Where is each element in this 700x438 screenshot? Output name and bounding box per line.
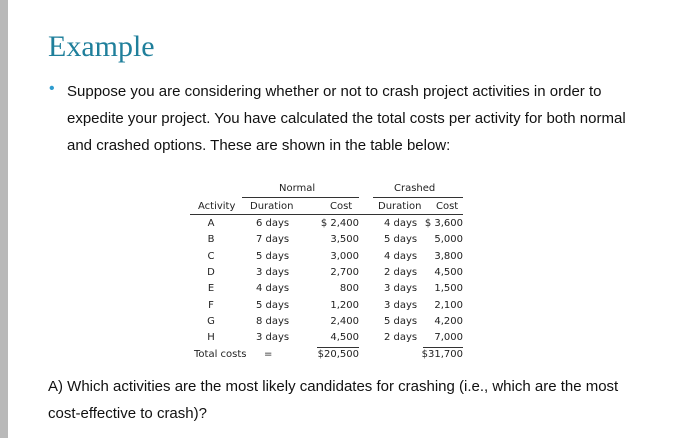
normal-underline bbox=[242, 197, 359, 198]
intro-paragraph bbox=[67, 78, 667, 159]
cell-crashed-duration: 3 days bbox=[384, 299, 418, 311]
cell-normal-duration: 5 days bbox=[256, 250, 290, 262]
group-header-crashed: Crashed bbox=[394, 183, 436, 194]
cell-crashed-duration: 4 days bbox=[384, 250, 418, 262]
cell-activity: E bbox=[207, 283, 215, 295]
cell-crashed-cost: $ 3,600 bbox=[424, 218, 463, 229]
normal-total-rule bbox=[317, 347, 359, 348]
cell-activity: B bbox=[207, 234, 215, 246]
cell-normal-cost: 3,000 bbox=[330, 250, 359, 262]
cell-crashed-duration: 2 days bbox=[384, 266, 418, 278]
cell-normal-duration: 3 days bbox=[256, 266, 290, 278]
bullet-icon: • bbox=[49, 80, 55, 97]
crashed-total-rule bbox=[423, 347, 463, 348]
cell-crashed-duration: 3 days bbox=[384, 283, 418, 295]
cell-crashed-cost: 2,100 bbox=[434, 299, 463, 311]
cell-normal-duration: 7 days bbox=[256, 234, 290, 246]
total-normal-cost: $20,500 bbox=[317, 349, 359, 360]
total-equals: = bbox=[264, 349, 273, 360]
cell-crashed-cost: 4,500 bbox=[434, 266, 463, 278]
cell-crashed-duration: 2 days bbox=[384, 332, 418, 344]
cell-normal-cost: 800 bbox=[339, 283, 359, 295]
cell-crashed-duration: 5 days bbox=[384, 315, 418, 327]
intro-line: and crashed options. These are shown in the table below: bbox=[67, 137, 451, 154]
group-header-normal: Normal bbox=[279, 183, 316, 194]
cell-activity: F bbox=[208, 299, 214, 311]
header-crashed-duration: Duration bbox=[378, 201, 422, 212]
question-line: A) Which activities are the most likely candidates for crashing (i.e., which are the most bbox=[48, 378, 619, 395]
cell-crashed-cost: 5,000 bbox=[434, 234, 463, 246]
cell-normal-cost: 3,500 bbox=[330, 234, 359, 246]
cell-activity: H bbox=[207, 332, 215, 344]
cell-normal-cost: 1,200 bbox=[330, 299, 359, 311]
cell-crashed-duration: 5 days bbox=[384, 234, 418, 246]
cell-activity: C bbox=[207, 250, 215, 262]
question-line: cost-effective to crash)? bbox=[48, 405, 207, 422]
header-normal-cost: Cost bbox=[330, 201, 353, 212]
header-crashed-cost: Cost bbox=[436, 201, 459, 212]
cell-normal-duration: 4 days bbox=[256, 283, 290, 295]
intro-line: expedite your project. You have calculated the total costs per activity for both normal bbox=[67, 110, 626, 127]
header-rule bbox=[190, 214, 463, 215]
cell-normal-duration: 6 days bbox=[256, 218, 290, 229]
cell-normal-cost: 2,400 bbox=[330, 315, 359, 327]
cell-normal-duration: 8 days bbox=[256, 315, 290, 327]
cell-activity: G bbox=[207, 315, 215, 327]
cell-normal-duration: 3 days bbox=[256, 332, 290, 344]
cell-activity: D bbox=[207, 266, 215, 278]
cell-crashed-cost: 1,500 bbox=[434, 283, 463, 295]
intro-line: Suppose you are considering whether or not to crash project activities in order to bbox=[67, 83, 602, 100]
cell-activity: A bbox=[207, 218, 215, 229]
cell-crashed-cost: 3,800 bbox=[434, 250, 463, 262]
total-label: Total costs bbox=[194, 349, 247, 360]
crashed-underline bbox=[373, 197, 463, 198]
header-normal-duration: Duration bbox=[250, 201, 294, 212]
cell-crashed-duration: 4 days bbox=[384, 218, 418, 229]
cell-normal-cost: 4,500 bbox=[330, 332, 359, 344]
cell-crashed-cost: 4,200 bbox=[434, 315, 463, 327]
cell-normal-cost: 2,700 bbox=[330, 266, 359, 278]
question-text bbox=[48, 373, 668, 427]
cell-normal-duration: 5 days bbox=[256, 299, 290, 311]
header-activity: Activity bbox=[198, 201, 236, 212]
cell-normal-cost: $ 2,400 bbox=[320, 218, 359, 229]
slide-title: Example bbox=[48, 30, 155, 63]
total-crashed-cost: $31,700 bbox=[421, 349, 463, 360]
slide-left-bar bbox=[0, 0, 8, 438]
cell-crashed-cost: 7,000 bbox=[434, 332, 463, 344]
